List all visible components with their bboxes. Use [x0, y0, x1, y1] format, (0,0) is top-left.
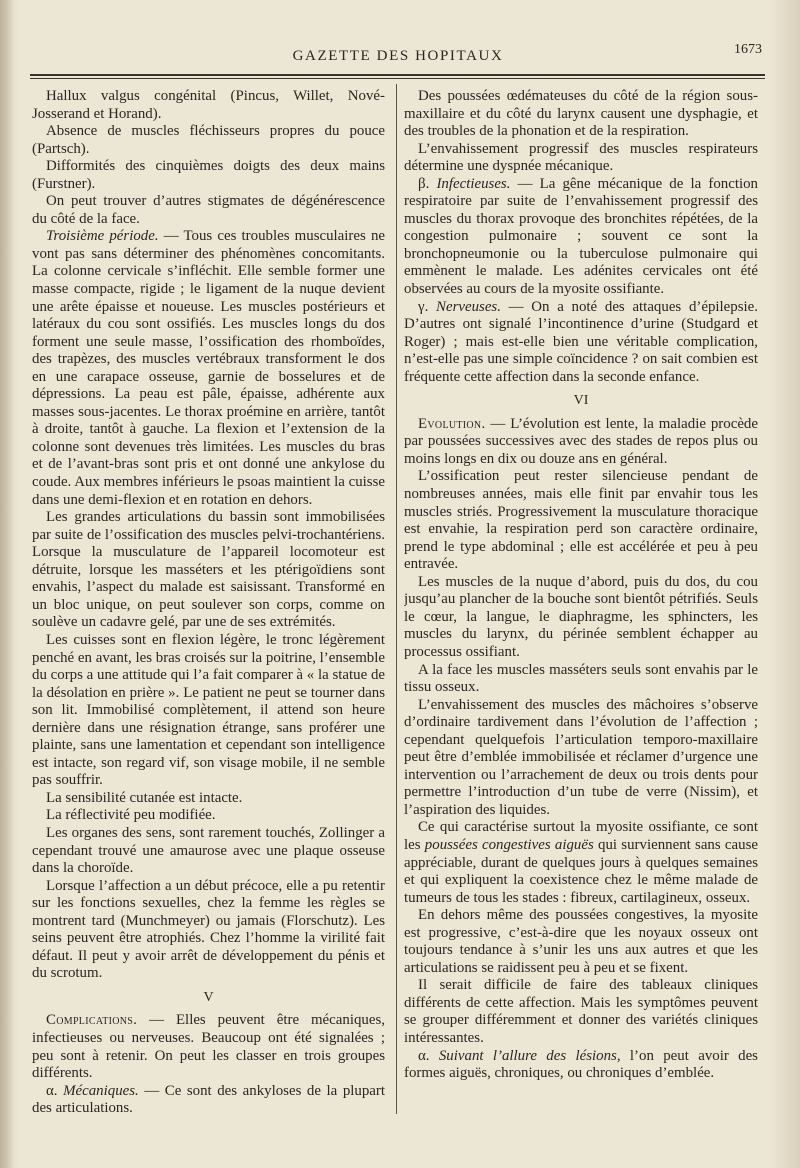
paragraph-evolution — [404, 416, 758, 469]
left-column — [32, 88, 385, 1118]
list-marker: α. — [46, 1082, 64, 1099]
subheading-infectieuses: Infectieuses. — [436, 175, 511, 192]
page-number: 1673 — [734, 42, 762, 57]
running-title: GAZETTE DES HOPITAUX — [292, 48, 504, 64]
list-marker: β. — [418, 175, 437, 192]
paragraph: Il serait difficile de faire des tableaux cliniques différents de cette affection. Mais les symptômes peuvent se grouper différemment et donner des variétés cliniques intéressantes. — [404, 977, 758, 1046]
paragraph: Les muscles de la nuque d’abord, puis du dos, du cou jusqu’au plancher de la bouche sont bientôt pétrifiés. Seuls le cœur, la langue, le diaphragme, les sphincters, les muscles du larynx, du périnée semblent échapper au processus ossifiant. — [404, 573, 758, 660]
paragraph: Les cuisses sont en flexion légère, le tronc légèrement penché en avant, les bras croisés sur la poitrine, l’ensemble du corps a une attitude qui l’a fait comparer à « la statue de la désolation en prière ». Le patient ne peut se tourner dans son lit. Immobilisé complètement, il attend son heure dernière dans une résignation étrange, sans proférer une plainte, sans une lamentation et cependant son intelligence est intacte, son regard vif, son visage mobile, il ne semble pas souffrir. — [32, 631, 385, 789]
paragraph: En dehors même des poussées congestives, la myosite est progressive, c’est-à-dire que les noyaux osseux ont toujours tendance à s’unir les uns aux autres et que les articulations se raidissent peu à peu et se fixent. — [404, 907, 758, 976]
subheading-troisieme-periode: Troisième période. — [46, 228, 159, 245]
paragraph: A la face les muscles masséters seuls sont envahis par le tissu osseux. — [404, 661, 758, 696]
subheading-nerveuses: Nerveuses. — [436, 298, 501, 315]
paragraph-poussees — [404, 819, 758, 907]
paragraph-text: l’on peut avoir des formes aiguës, chroniques, ou chroniques d’emblée. — [404, 1047, 758, 1082]
paragraph-nerveuses — [404, 299, 758, 387]
paragraph-complications — [32, 1012, 385, 1082]
paragraph: Difformités des cinquièmes doigts des deux mains (Furstner). — [32, 158, 385, 192]
emphasis-poussees-congestives: poussées congestives aiguës — [424, 836, 594, 853]
paragraph: L’ossification peut rester silencieuse pendant de nombreuses années, mais elle finit par envahir tous les muscles striés. Progressivement la musculature thoracique est envahie, la respiration perd son caractère ordinaire, prend le type abdominal ; elle est accélérée et peu à peu entravée. — [404, 468, 758, 573]
paragraph: On peut trouver d’autres stigmates de dégénérescence du côté de la face. — [32, 193, 385, 227]
paragraph: L’envahissement des muscles des mâchoires s’observe d’ordinaire tardivement dans l’évolution de l’affection ; cependant quelquefois l’articulation temporo-maxillaire peut être d’emblée immobilisée et réclamer d’urgence une intervention ou l’arrachement de deux ou trois dents pour permettre l’introduction d’un tube de verre (Nissim), et l’aspiration des liquides. — [404, 696, 758, 818]
paragraph: Les organes des sens, sont rarement touchés, Zollinger a cependant trouvé une amaurose avec une plaque osseuse dans la choroïde. — [32, 824, 385, 877]
paragraph: La sensibilité cutanée est intacte. — [46, 789, 243, 806]
scan-edge-shadow — [0, 0, 14, 1168]
paragraph-text: Ce qui caractérise surtout la myosite ossifiante, ce sont les — [404, 819, 758, 853]
paragraph: L’envahissement progressif des muscles respirateurs détermine une dyspnée mécanique. — [404, 140, 758, 175]
paragraph: La réflectivité peu modifiée. — [46, 807, 216, 824]
section-number-vi: VI — [573, 393, 589, 409]
heading-evolution: Evolution. — [418, 415, 486, 432]
paragraph-text: — Tous ces troubles musculaires ne vont pas sans déterminer des phénomènes concomitants. La colonne cervicale s’infléchit. Elle semble former une masse compacte, rigide ; le ligament de la nuque devient une arête épaisse et noueuse. Les muscles postérieurs et latéraux du cou sont ossifiés. Les muscles longs du dos forment une seule masse, l’ossification des rhomboïdes, des trapèzes, des muscles vertébraux transforment le dos en une carapace osseuse, garnie de bosselures et de dépressions. La peau est pâle, épaisse, adhérente aux masses sous-jacentes. Le thorax proémine en arrière, tantôt à droite, tantôt à gauche. La flexion et l’extension de la colonne sont devenues très limitées. Les muscles du bras et de l’avant-bras sont pris et ont donné une ankylose du coude. Aux membres inférieurs le psoas maintient la cuisse dans une demi-flexion et en rotation en dehors. — [32, 228, 385, 508]
page-header — [28, 38, 768, 68]
list-marker: α. — [418, 1047, 439, 1064]
heading-complications: Complications. — [46, 1012, 138, 1029]
right-column — [404, 88, 758, 1118]
paragraph: Lorsque l’affection a un début précoce, elle a pu retentir sur les fonctions sexuelles, chez la femme les règles se montrent tard (Munchmeyer) ou jamais (Florschutz). Les seins peuvent être atrophiés. Chez l’homme la virilité fait défaut. Il peut y avoir arrêt de développement du pénis et du scrotum. — [32, 877, 385, 982]
header-rule-thin — [30, 78, 765, 79]
paragraph: Absence de muscles fléchisseurs propres du pouce (Partsch). — [32, 123, 385, 157]
paragraph-allure — [404, 1048, 758, 1083]
subheading-allure-lesions: Suivant l’allure des lésions, — [438, 1047, 621, 1064]
paragraph-mecaniques — [32, 1083, 385, 1118]
paragraph-text: qui surviennent sans cause appréciable, durant de quelques jours à quelques semaines et qui expliquent la coexistence chez le même malade de tumeurs de tous les stades : fibreux, cartilagineux, osseux. — [404, 836, 758, 906]
paragraph-text: — On a noté des attaques d’épilepsie. D’autres ont signalé l’incontinence d’urine (Studgard et Roger) ; mais est-elle bien une véritable complication, n’est-elle pas une simple coïncidence ? on sait combien est fréquente cette affection dans la seconde enfance. — [404, 298, 758, 385]
paragraph: Hallux valgus congénital (Pincus, Willet, Nové-Josserand et Horand). — [32, 88, 385, 122]
list-marker: γ. — [418, 298, 437, 315]
section-number-v: V — [203, 989, 214, 1005]
paragraph-text: — Ce sont des ankyloses de la plupart des articulations. — [32, 1082, 385, 1117]
header-rule — [30, 74, 765, 76]
subheading-mecaniques: Mécaniques. — [63, 1082, 139, 1099]
paragraph-text: — L’évolution est lente, la maladie procède par poussées successives avec des stades de repos plus ou moins longs en dix ou douze ans en général. — [404, 415, 758, 467]
paragraph-infectieuses — [404, 176, 758, 299]
paragraph: Des poussées œdémateuses du côté de la région sous-maxillaire et du côté du larynx causent une dysphagie, et des troubles de la phonation et de la respiration. — [404, 88, 758, 140]
paragraph-third-period — [32, 228, 385, 509]
paragraph: Les grandes articulations du bassin sont immobilisées par suite de l’ossification des muscles pelvi-trochantériens. Lorsque la musculature de l’appareil locomoteur est détruite, lorsque les masséters et les ptérigoïdiens sont envahis, l’aspect du malade est saisissant. Transformé en un bloc unique, on peut soulever son corps, comme on soulève un cadavre gelé, par une de ses extrémités. — [32, 509, 385, 631]
paragraph-text: — La gêne mécanique de la fonction respiratoire par suite de l’envahissement progressif des muscles du thorax provoque des bronchites répétées, de la congestion pulmonaire ; souvent ce sont la bronchopneumonie ou la tuberculose pulmonaire qui emmènent le malade. Les adénites cervicales ont été observées au cours de la myosite ossifiante. — [404, 175, 758, 298]
column-divider — [396, 84, 397, 1114]
paragraph-text: — Elles peuvent être mécaniques, infectieuses ou nerveuses. Beaucoup ont été signalées ; peu sont à retenir. On peut les classer en trois groupes différents. — [32, 1012, 385, 1082]
